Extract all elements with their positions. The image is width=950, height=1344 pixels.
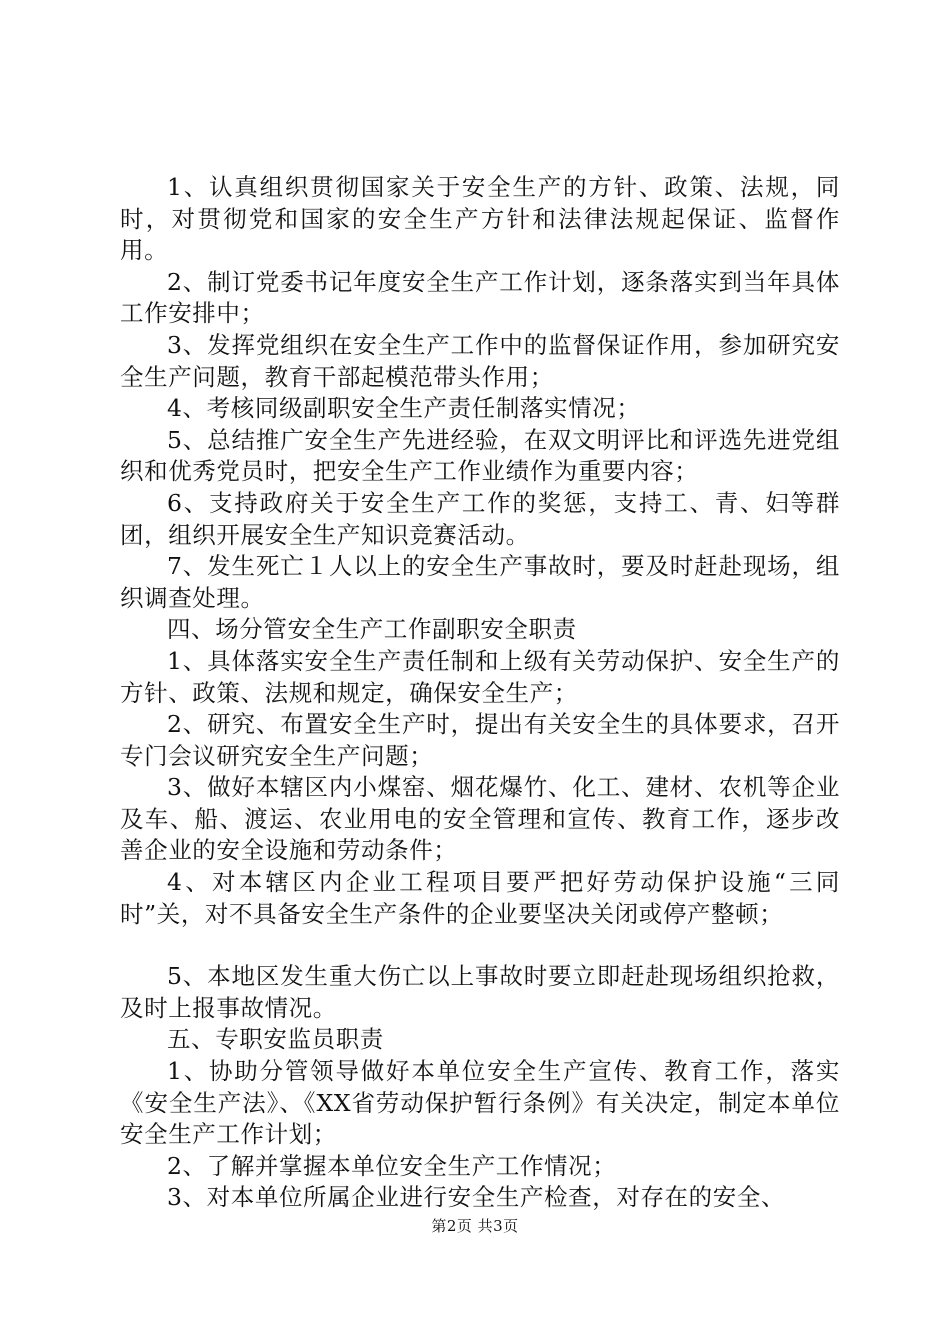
paragraph-1: 1、认真组织贯彻国家关于安全生产的方针、政策、法规，同时，对贯彻党和国家的安全生产方针和法律法规起保证、监督作用。 — [120, 173, 840, 265]
paragraph-12: 5、本地区发生重大伤亡以上事故时要立即赶赴现场组织抢救，及时上报事故情况。 — [120, 962, 840, 1022]
paragraph-3: 3、发挥党组织在安全生产工作中的监督保证作用，参加研究安全生产问题，教育干部起模范带头作用； — [120, 330, 840, 391]
paragraph-5: 5、总结推广安全生产先进经验，在双文明评比和评选先进党组织和优秀党员时，把安全生产工作业绩作为重要内容； — [120, 425, 840, 486]
paragraph-15: 3、对本单位所属企业进行安全生产检查，对存在的安全、 — [167, 1183, 786, 1212]
paragraph-10: 3、做好本辖区内小煤窑、烟花爆竹、化工、建材、农机等企业及车、船、渡运、农业用电的安全管理和宣传、教育工作，逐步改善企业的安全设施和劳动条件； — [120, 773, 840, 865]
page-footer: 第2页 共3页 — [431, 1217, 519, 1235]
section-heading-4: 四、场分管安全生产工作副职安全职责 — [167, 615, 577, 644]
paragraph-8: 1、具体落实安全生产责任制和上级有关劳动保护、安全生产的方针、政策、法规和规定，确保安全生产； — [120, 646, 840, 707]
paragraph-7: 7、发生死亡１人以上的安全生产事故时，要及时赶赴现场，组织调查处理。 — [120, 552, 840, 612]
paragraph-2: 2、制订党委书记年度安全生产工作计划，逐条落实到当年具体工作安排中； — [120, 267, 840, 328]
paragraph-4: 4、考核同级副职安全生产责任制落实情况； — [167, 394, 641, 423]
paragraph-9: 2、研究、布置安全生产时，提出有关安全生的具体要求，召开专门会议研究安全生产问题； — [120, 710, 840, 770]
paragraph-11: 4、对本辖区内企业工程项目要严把好劳动保护设施“三同时”关，对不具备安全生产条件的企业要坚决关闭或停产整顿； — [120, 868, 840, 928]
section-heading-5: 五、专职安监员职责 — [167, 1025, 384, 1054]
paragraph-13: 1、协助分管领导做好本单位安全生产宣传、教育工作，落实《安全生产法》、《XX省劳动保护暂行条例》有关决定，制定本单位安全生产工作计划； — [120, 1057, 840, 1149]
paragraph-14: 2、了解并掌握本单位安全生产工作情况； — [167, 1151, 617, 1180]
document-body — [120, 172, 840, 1214]
paragraph-6: 6、支持政府关于安全生产工作的奖惩，支持工、青、妇等群团，组织开展安全生产知识竞赛活动。 — [120, 488, 840, 549]
